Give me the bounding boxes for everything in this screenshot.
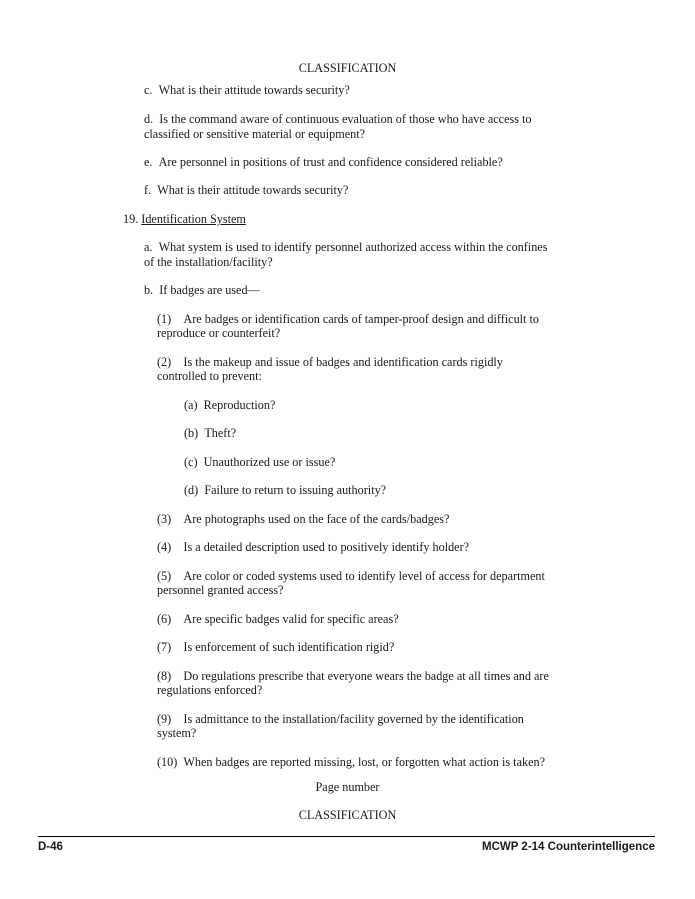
subitem-9-line1: Is admittance to the installation/facility governed by the identification (183, 712, 524, 726)
subitem-2-label: (2) (157, 355, 172, 369)
subitem-3-label: (3) (157, 512, 172, 526)
subitem-5-line2: personnel granted access? (157, 583, 284, 597)
item-19a-line1: What system is used to identify personnel authorized access within the confines (158, 240, 548, 254)
item-19a-line2: of the installation/facility? (144, 255, 273, 269)
item-c-label: c. (144, 83, 153, 97)
top-classification-marking: CLASSIFICATION (298, 61, 397, 75)
item-e-text: Are personnel in positions of trust and confidence considered reliable? (158, 155, 503, 169)
item-e (144, 154, 503, 170)
subitem-9-line2: system? (157, 726, 197, 740)
item-19b-text: If badges are used— (159, 283, 260, 297)
item-d-text-line2: classified or sensitive material or equipment? (144, 127, 365, 141)
subitem-5-line1: Are color or coded systems used to identify level of access for department (183, 569, 545, 583)
item-e-label: e. (144, 155, 153, 169)
item-d-text-line1: Is the command aware of continuous evaluation of those who have access to (159, 112, 532, 126)
subitem-10 (157, 754, 545, 770)
section-19-title: Identification System (141, 212, 246, 226)
subitem-6-line1: Are specific badges valid for specific areas? (183, 612, 399, 626)
subitem-4 (157, 539, 469, 555)
subitem-1-line1: Are badges or identification cards of tamper-proof design and difficult to (183, 312, 539, 326)
prevent-item-b-text: Theft? (204, 426, 237, 440)
prevent-item-c-text: Unauthorized use or issue? (203, 455, 336, 469)
prevent-item-d-label: (d) (184, 483, 199, 497)
prevent-item-a-label: (a) (184, 398, 198, 412)
subitem-8-line2: regulations enforced? (157, 683, 263, 697)
subitem-9 (157, 711, 524, 727)
footer-publication-title: MCWP 2-14 Counterintelligence (482, 841, 655, 853)
subitem-2-line2: controlled to prevent: (157, 369, 262, 383)
bottom-classification-marking: CLASSIFICATION (298, 808, 397, 822)
item-f-text: What is their attitude towards security? (157, 183, 349, 197)
section-19-heading (123, 211, 246, 227)
prevent-item-c (184, 454, 335, 470)
subitem-5-label: (5) (157, 569, 172, 583)
section-19-number: 19. (123, 212, 139, 226)
subitem-7 (157, 639, 394, 655)
item-19b (144, 282, 260, 298)
prevent-item-b-label: (b) (184, 426, 199, 440)
subitem-6 (157, 611, 399, 627)
item-d-label: d. (144, 112, 154, 126)
subitem-1-line2: reproduce or counterfeit? (157, 326, 281, 340)
page-number-label: Page number (315, 780, 380, 794)
prevent-item-a (184, 397, 275, 413)
subitem-9-label: (9) (157, 712, 172, 726)
subitem-4-label: (4) (157, 540, 172, 554)
item-c (144, 82, 350, 98)
footer-rule (38, 836, 655, 837)
subitem-3-line1: Are photographs used on the face of the cards/badges? (183, 512, 450, 526)
subitem-1-label: (1) (157, 312, 172, 326)
subitem-8-label: (8) (157, 669, 172, 683)
item-c-text: What is their attitude towards security? (158, 83, 350, 97)
subitem-4-line1: Is a detailed description used to positively identify holder? (183, 540, 470, 554)
subitem-10-label: (10) (157, 755, 178, 769)
prevent-item-c-label: (c) (184, 455, 198, 469)
subitem-8-line1: Do regulations prescribe that everyone wears the badge at all times and are (183, 669, 549, 683)
prevent-item-d (184, 482, 386, 498)
subitem-10-line1: When badges are reported missing, lost, or forgotten what action is taken? (183, 755, 545, 769)
prevent-item-d-text: Failure to return to issuing authority? (204, 483, 387, 497)
subitem-3 (157, 511, 449, 527)
item-f (144, 182, 348, 198)
item-19a (144, 239, 547, 255)
prevent-item-b (184, 425, 236, 441)
subitem-7-label: (7) (157, 640, 172, 654)
item-f-label: f. (144, 183, 152, 197)
item-d (144, 111, 532, 127)
prevent-item-a-text: Reproduction? (203, 398, 276, 412)
subitem-7-line1: Is enforcement of such identification rigid? (183, 640, 395, 654)
subitem-6-label: (6) (157, 612, 172, 626)
item-19b-label: b. (144, 283, 154, 297)
footer-page-id: D-46 (38, 841, 63, 853)
subitem-2-line1: Is the makeup and issue of badges and identification cards rigidly (183, 355, 503, 369)
item-19a-label: a. (144, 240, 153, 254)
